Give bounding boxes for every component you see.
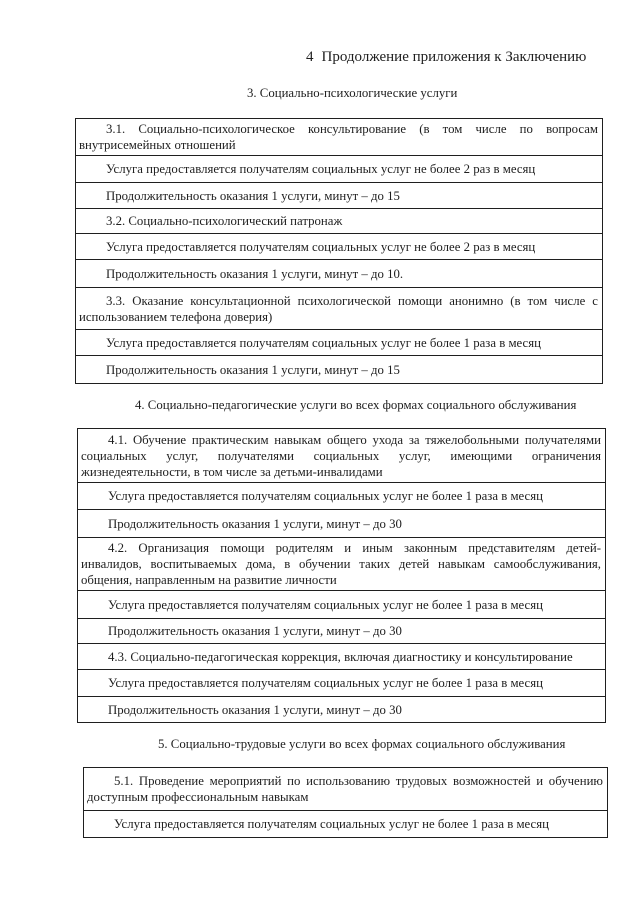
- service-text-line: Услуга предоставляется получателям социальных услуг не более 1 раза в месяц: [106, 335, 541, 350]
- service-text-line: 4.1. Обучение практическим навыкам общего ухода за тяжелобольными получателями: [108, 432, 601, 447]
- service-text-line: Продолжительность оказания 1 услуги, минут – до 30: [108, 702, 402, 717]
- service-duration: [78, 696, 605, 722]
- service-5-1: [84, 768, 607, 810]
- service-text-line: Продолжительность оказания 1 услуги, минут – до 15: [106, 188, 400, 203]
- service-duration: [78, 509, 605, 537]
- service-text-line: использованием телефона доверия): [79, 309, 273, 324]
- service-duration: [76, 355, 602, 383]
- section-heading-5: 5. Социально-трудовые услуги во всех формах социального обслуживания: [158, 737, 566, 751]
- service-text-line: 3.2. Социально-психологический патронаж: [106, 214, 343, 228]
- service-duration: [76, 259, 602, 287]
- service-frequency: [78, 482, 605, 509]
- service-text-line: Услуга предоставляется получателям социальных услуг не более 2 раз в месяц: [106, 162, 536, 176]
- service-frequency: [76, 155, 602, 182]
- service-text-line: Продолжительность оказания 1 услуги, минут – до 15: [106, 362, 400, 377]
- service-text-line: 3.3. Оказание консультационной психологической помощи анонимно (в том числе с: [106, 293, 598, 308]
- service-3-1: [76, 119, 602, 155]
- service-4-3: [78, 643, 605, 669]
- services-table-3: [75, 118, 603, 384]
- service-duration: [76, 182, 602, 208]
- service-3-2: [76, 208, 602, 233]
- service-frequency: [78, 590, 605, 618]
- service-text-line: Услуга предоставляется получателям социальных услуг не более 1 раза в месяц: [114, 817, 549, 831]
- service-duration: [78, 618, 605, 643]
- service-frequency: [76, 233, 602, 259]
- section-heading-4: 4. Социально-педагогические услуги во всех формах социального обслуживания: [135, 398, 577, 412]
- service-text-line: Услуга предоставляется получателям социальных услуг не более 1 раза в месяц: [108, 489, 543, 503]
- service-text-line: 4.2. Организация помощи родителям и иным законным представителям детей-: [108, 541, 601, 555]
- service-text-line: Услуга предоставляется получателям социальных услуг не более 1 раза в месяц: [108, 676, 543, 690]
- service-4-2: [78, 537, 605, 590]
- service-3-3: [76, 287, 602, 329]
- section-heading-3: 3. Социально-психологические услуги: [247, 86, 458, 100]
- service-text-line: Услуга предоставляется получателям социальных услуг не более 1 раза в месяц: [108, 597, 543, 612]
- header-title: Продолжение приложения к Заключению: [321, 49, 587, 65]
- service-text-line: 4.3. Социально-педагогическая коррекция, включая диагностику и консультирование: [108, 649, 573, 664]
- service-text-line: Услуга предоставляется получателям социальных услуг не более 2 раз в месяц: [106, 239, 536, 254]
- service-4-1: [78, 429, 605, 482]
- service-text-line: 3.1. Социально-психологическое консультирование (в том числе по вопросам: [106, 122, 598, 136]
- service-text-line: Продолжительность оказания 1 услуги, минут – до 10.: [106, 266, 404, 281]
- services-table-5: [83, 767, 608, 838]
- service-text-line: 5.1. Проведение мероприятий по использованию трудовых возможностей и обучению: [114, 774, 603, 788]
- service-frequency: [84, 810, 607, 837]
- service-frequency: [78, 669, 605, 696]
- service-text-line: доступным профессиональным навыкам: [87, 790, 309, 804]
- service-text-line: жизнедеятельности, в том числе за детьми-инвалидами: [81, 464, 383, 479]
- page-number: 4: [306, 49, 314, 65]
- service-text-line: внутрисемейных отношений: [79, 138, 236, 152]
- services-table-4: [77, 428, 606, 723]
- service-text-line: социальных услуг, получателями социальных услуг, имеющими ограничения: [81, 448, 601, 463]
- service-text-line: инвалидов, воспитываемых дома, в обучении таких детей навыкам самообслуживания,: [81, 557, 601, 571]
- service-text-line: Продолжительность оказания 1 услуги, минут – до 30: [108, 624, 402, 638]
- service-text-line: общения, направленным на развитие личности: [81, 573, 337, 587]
- service-frequency: [76, 329, 602, 355]
- service-text-line: Продолжительность оказания 1 услуги, минут – до 30: [108, 516, 402, 531]
- page-header: [306, 48, 586, 66]
